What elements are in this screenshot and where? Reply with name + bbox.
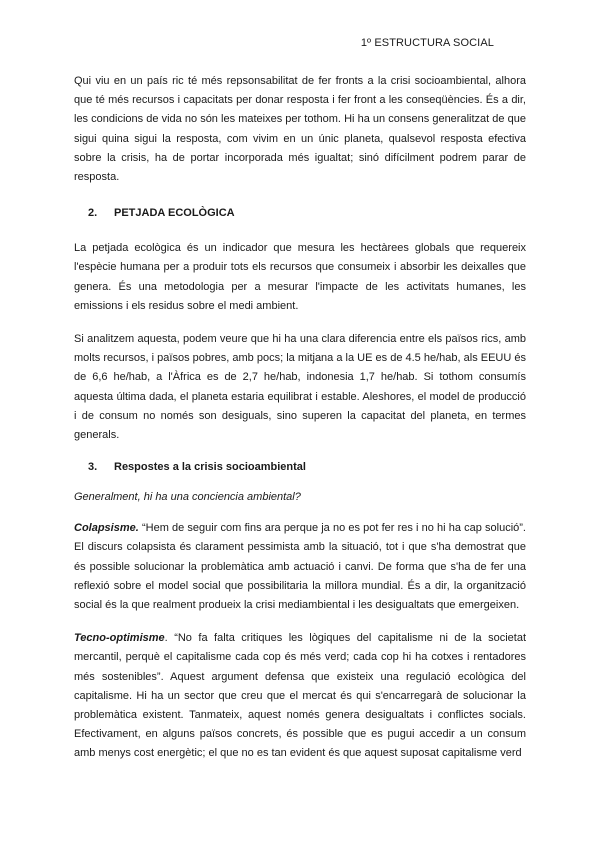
paragraph-tecno-body: . “No fa falta critiques les lògiques del capitalisme ni de la societat mercantil, perquè el capitalisme cada cop és més verd; cada cop hi ha cotxes i rentadores més sostenibles”. Aquest argument defensa que existeix una regulació ecològica del capitalisme. Hi ha un sector que creu que el mercat és qui s'encarregarà de solucionar la problemàtica existent. Tanmateix, aquest només genera desigualtats i conflictes socials. Efectivament, en alguns països concrets, és possible que es pugui accedir a un consum amb menys cost energètic; el que no es tan evident és que aquest suposat capitalisme verd bbox=[74, 632, 526, 760]
running-header: 1º ESTRUCTURA SOCIAL bbox=[360, 37, 494, 49]
section-title: PETJADA ECOLÒGICA bbox=[114, 207, 235, 220]
section-title: Respostes a la crisis socioambiental bbox=[114, 461, 306, 474]
section-heading-petjada bbox=[74, 205, 526, 221]
document-body bbox=[74, 72, 526, 764]
paragraph-tecno-optimisme bbox=[74, 629, 526, 763]
section-number: 3. bbox=[88, 461, 98, 474]
paragraph-petjada-definition: La petjada ecològica és un indicador que mesura les hectàrees globals que requereix l'espècie humana per a produir tots els recursos que consumeix i absorbir les deixalles que genera. És una metodologia per a mesurar l'impacte de les activitats humanes, les emissions i els residus sobre el medi ambient. bbox=[74, 242, 526, 312]
question-line: Generalment, hi ha una conciencia ambiental? bbox=[74, 491, 301, 504]
section-number: 2. bbox=[88, 207, 98, 220]
paragraph-colapsisme-body: “Hem de seguir com fins ara perque ja no es pot fer res i no hi ha cap solució”. El discurs colapsista és clarament pessimista amb la situació, tot i que s'ha demostrat que és possible solucionar la problemàtica amb actuació i canvi. De forma que s'ha de fer una reflexió sobre el model social que possibilitaria la millora mundial. És a dir, la organització social és la que realment produeix la crisi mediambiental i les desigualtats que emergeixen. bbox=[74, 522, 526, 612]
paragraph-colapsisme bbox=[74, 519, 526, 615]
paragraph-intro: Qui viu en un país ric té més repsonsabilitat de fer fronts a la crisi socioambiental, alhora que té més recursos i capacitats per donar resposta i fer front a les conseqüències. És a dir, les condicions de vida no són les mateixes per tothom. Hi ha un consens generalitzat de que sigui quina sigui la resposta, com vivim en un únic planeta, qualsevol resposta efectiva sobre la crisis, ha de portar incorporada més igualtat; sinó difícilment podrem parar de resposta. bbox=[74, 75, 526, 184]
section-heading-respostes bbox=[74, 459, 526, 475]
paragraph-petjada-analysis: Si analitzem aquesta, podem veure que hi ha una clara diferencia entre els països rics, amb molts recursos, i països pobres, amb pocs; la mitjana a la UE es de 4.5 he/hab, als EEUU és de 6,6 he/hab, a l'Àfrica es de 2,7 he/hab, indonesia 1,7 he/hab. Si tothom consumís aquesta última dada, el planeta estaria equilibrat i estable. Aleshores, el model de producció i de consum no només son desiguals, sino superen la capacitat del planeta, en termes generals. bbox=[74, 333, 526, 442]
term-tecno-optimisme: Tecno-optimisme bbox=[74, 632, 165, 645]
term-colapsisme: Colapsisme. bbox=[74, 522, 139, 535]
